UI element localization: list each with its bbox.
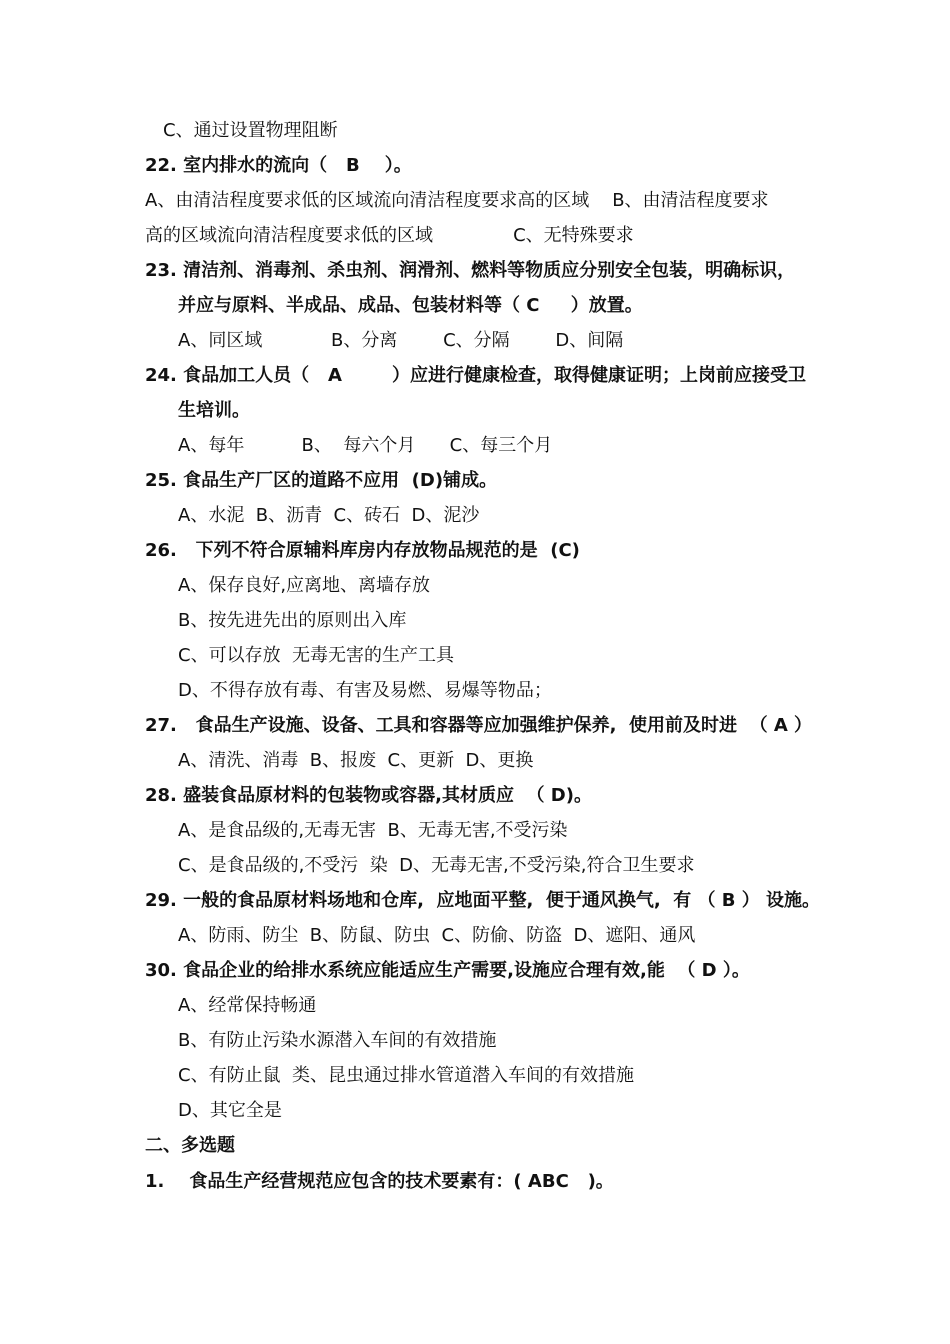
text-line: 26. 下列不符合原辅料库房内存放物品规范的是 (C) xyxy=(145,540,580,561)
text-line: 生培训。 xyxy=(178,400,250,421)
text-line: 23. 清洁剂、消毒剂、杀虫剂、润滑剂、燃料等物质应分别安全包装，明确标识， xyxy=(145,260,796,281)
text-line: A、每年 B、 每六个月 C、每三个月 xyxy=(178,435,553,456)
text-line: C、是食品级的,不受污 染 D、无毒无害,不受污染,符合卫生要求 xyxy=(178,855,695,876)
text-line: C、有防止鼠 类、昆虫通过排水管道潜入车间的有效措施 xyxy=(178,1065,635,1086)
text-line: A、经常保持畅通 xyxy=(178,995,317,1016)
text-line: B、按先进先出的原则出入库 xyxy=(178,610,407,631)
text-line: 27. 食品生产设施、设备、工具和容器等应加强维护保养, 使用前及时进 （ A ） xyxy=(145,715,813,736)
text-line: D、其它全是 xyxy=(178,1100,282,1121)
text-line: A、保存良好,应离地、离墙存放 xyxy=(178,575,431,596)
text-line: A、由清洁程度要求低的区域流向清洁程度要求高的区域 B、由清洁程度要求 xyxy=(145,190,769,211)
text-line: 二、多选题 xyxy=(145,1135,235,1156)
text-line: C、可以存放 无毒无害的生产工具 xyxy=(178,645,455,666)
text-line: 30. 食品企业的给排水系统应能适应生产需要,设施应合理有效,能 （ D ）。 xyxy=(145,960,750,981)
text-line: A、同区域 B、分离 C、分隔 D、间隔 xyxy=(178,330,624,351)
text-line: 25. 食品生产厂区的道路不应用 (D)铺成。 xyxy=(145,470,498,491)
text-line: 并应与原料、半成品、成品、包装材料等（ C ）放置。 xyxy=(178,295,643,316)
text-line: D、不得存放有毒、有害及易燃、易爆等物品； xyxy=(178,680,552,701)
text-line: A、防雨、防尘 B、防鼠、防虫 C、防偷、防盗 D、遮阳、通风 xyxy=(178,925,696,946)
text-line: 29. 一般的食品原材料场地和仓库, 应地面平整, 便于通风换气, 有 （ B ） 设施。 xyxy=(145,890,821,911)
text-line: C、通过设置物理阻断 xyxy=(163,120,338,141)
text-line: A、清洗、消毒 B、报废 C、更新 D、更换 xyxy=(178,750,534,771)
text-line: 28. 盛装食品原材料的包装物或容器,其材质应 （ D)。 xyxy=(145,785,592,806)
text-line: A、水泥 B、沥青 C、砖石 D、泥沙 xyxy=(178,505,480,526)
text-line: 1. 食品生产经营规范应包含的技术要素有：( ABC )。 xyxy=(145,1171,614,1192)
text-line: B、有防止污染水源潜入车间的有效措施 xyxy=(178,1030,497,1051)
text-line: 高的区域流向清洁程度要求低的区域 C、无特殊要求 xyxy=(145,225,634,246)
text-line: 22. 室内排水的流向（ B ）。 xyxy=(145,155,412,176)
text-line: A、是食品级的,无毒无害 B、无毒无害,不受污染 xyxy=(178,820,568,841)
text-line: 24. 食品加工人员（ A ）应进行健康检查，取得健康证明；上岗前应接受卫 xyxy=(145,365,807,386)
